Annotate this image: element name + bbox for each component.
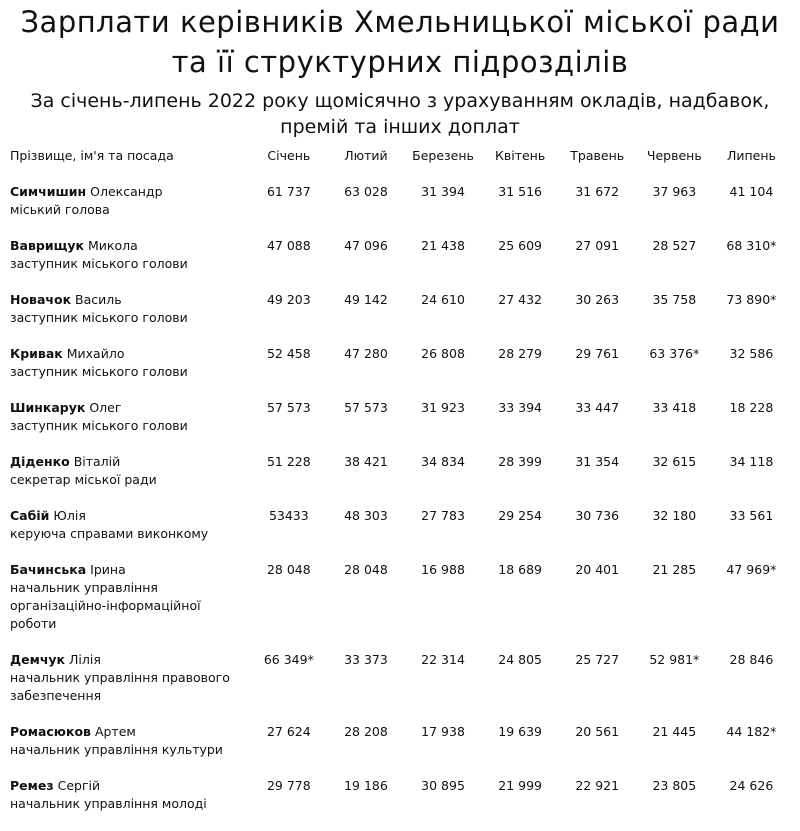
salary-cell: 49 142: [344, 292, 388, 307]
salary-cell: 21 438: [421, 238, 465, 253]
salary-cell: 20 561: [575, 724, 620, 739]
salary-cell: 24 805: [498, 652, 542, 667]
table-row: [10, 183, 790, 237]
surname: Симчишин: [10, 184, 87, 199]
salary-cell: 53433: [268, 508, 309, 523]
subtitle-line-1: За січень-липень 2022 року щомісячно з урахуванням окладів, надбавок,: [30, 90, 770, 112]
salary-cell: 57 573: [266, 400, 311, 415]
salary-cell: 48 303: [344, 508, 388, 523]
salary-cell: 33 394: [498, 400, 542, 415]
position: заступник міського голови: [10, 310, 188, 325]
salary-cell: 21 999: [498, 778, 542, 793]
header-row: [10, 146, 790, 183]
salary-cell: 33 373: [344, 652, 388, 667]
table-row: [10, 507, 790, 561]
table-row: [10, 723, 790, 777]
person-cell: [10, 291, 250, 345]
person-cell: [10, 399, 250, 453]
salary-table: [10, 146, 790, 831]
position: заступник міського голови: [10, 364, 188, 379]
title-line-1: Зарплати керівників Хмельницької міської ради: [20, 5, 780, 39]
first-name: Олександр: [90, 184, 163, 199]
salary-cell: 22 921: [575, 778, 620, 793]
salary-cell: 28 048: [266, 562, 311, 577]
salary-cell: 32 180: [652, 508, 697, 523]
salary-cell: 31 516: [498, 184, 542, 199]
salary-cell: 57 573: [344, 400, 388, 415]
header-month-january: Січень: [267, 148, 311, 163]
position: начальник управління правового забезпечення: [10, 670, 230, 703]
salary-cell: 37 963: [652, 184, 697, 199]
salary-cell: 30 263: [575, 292, 620, 307]
salary-cell: 17 938: [421, 724, 465, 739]
surname: Ваврищук: [10, 238, 85, 253]
position: заступник міського голови: [10, 256, 188, 271]
position: начальник управління організаційно-інформаційної роботи: [10, 580, 201, 631]
surname: Кривак: [10, 346, 63, 361]
salary-cell: 29 761: [575, 346, 620, 361]
person-cell: [10, 237, 250, 291]
salary-cell: 26 808: [421, 346, 465, 361]
salary-cell: 47 969*: [726, 562, 777, 577]
salary-cell: 44 182*: [726, 724, 777, 739]
salary-cell: 28 846: [729, 652, 774, 667]
salary-cell: 25 609: [498, 238, 542, 253]
table-row: [10, 561, 790, 651]
salary-cell: 19 186: [344, 778, 388, 793]
salary-cell: 47 088: [266, 238, 311, 253]
title-line-2: та її структурних підрозділів: [171, 45, 629, 79]
salary-cell: 21 285: [652, 562, 697, 577]
salary-cell: 49 203: [266, 292, 311, 307]
salary-cell: 32 586: [729, 346, 774, 361]
surname: Шинкарук: [10, 400, 86, 415]
surname: Ромасюков: [10, 724, 91, 739]
salary-cell: 30 736: [575, 508, 620, 523]
first-name: Ірина: [90, 562, 126, 577]
first-name: Олег: [89, 400, 122, 415]
salary-cell: 68 310*: [726, 238, 777, 253]
header-month-february: Лютий: [344, 148, 388, 163]
position: керуюча справами виконкому: [10, 526, 209, 541]
header-month-may: Травень: [570, 148, 625, 163]
person-cell: [10, 723, 250, 777]
salary-cell: 20 401: [575, 562, 620, 577]
table-row: [10, 777, 790, 831]
salary-cell: 28 208: [344, 724, 388, 739]
salary-cell: 28 048: [344, 562, 388, 577]
salary-cell: 29 778: [266, 778, 311, 793]
salary-cell: 27 783: [421, 508, 465, 523]
salary-cell: 32 615: [652, 454, 697, 469]
header-name: Прізвище, ім'я та посада: [10, 148, 174, 163]
person-cell: [10, 453, 250, 507]
salary-cell: 31 923: [421, 400, 465, 415]
salary-cell: 31 354: [575, 454, 620, 469]
salary-cell: 38 421: [344, 454, 388, 469]
salary-cell: 28 527: [652, 238, 697, 253]
salary-cell: 18 228: [729, 400, 774, 415]
salary-cell: 28 279: [498, 346, 542, 361]
header-month-july: Липень: [726, 148, 776, 163]
salary-cell: 73 890*: [726, 292, 777, 307]
position: начальник управління культури: [10, 742, 223, 757]
header-month-june: Червень: [646, 148, 702, 163]
salary-cell: 27 432: [498, 292, 542, 307]
surname: Ремез: [10, 778, 54, 793]
page: [0, 2, 800, 821]
salary-cell: 34 834: [421, 454, 465, 469]
header-month-march: Березень: [412, 148, 474, 163]
salary-cell: 18 689: [498, 562, 542, 577]
salary-cell: 30 895: [421, 778, 465, 793]
salary-cell: 33 418: [652, 400, 697, 415]
salary-cell: 27 624: [266, 724, 311, 739]
salary-cell: 31 394: [421, 184, 465, 199]
person-cell: [10, 183, 250, 237]
salary-cell: 66 349*: [263, 652, 314, 667]
first-name: Юлія: [53, 508, 86, 523]
salary-cell: 22 314: [421, 652, 465, 667]
position: міський голова: [10, 202, 110, 217]
position: начальник управління молоді: [10, 796, 207, 811]
salary-cell: 41 104: [729, 184, 774, 199]
table-row: [10, 291, 790, 345]
surname: Новачок: [10, 292, 72, 307]
salary-cell: 19 639: [498, 724, 542, 739]
salary-cell: 33 561: [729, 508, 774, 523]
table-row: [10, 345, 790, 399]
table-row: [10, 399, 790, 453]
salary-cell: 31 672: [575, 184, 620, 199]
person-cell: [10, 777, 250, 831]
table-row: [10, 651, 790, 723]
surname: Бачинська: [10, 562, 87, 577]
salary-cell: 21 445: [652, 724, 697, 739]
salary-cell: 25 727: [575, 652, 620, 667]
first-name: Сергій: [57, 778, 101, 793]
first-name: Лілія: [69, 652, 101, 667]
surname: Демчук: [10, 652, 66, 667]
person-cell: [10, 345, 250, 399]
first-name: Артем: [94, 724, 136, 739]
table-body: [10, 183, 790, 831]
salary-cell: 63 376*: [649, 346, 700, 361]
salary-cell: 52 981*: [649, 652, 700, 667]
salary-cell: 35 758: [652, 292, 697, 307]
person-cell: [10, 507, 250, 561]
table-row: [10, 237, 790, 291]
salary-cell: 28 399: [498, 454, 542, 469]
first-name: Василь: [75, 292, 122, 307]
salary-cell: 61 737: [266, 184, 311, 199]
salary-cell: 23 805: [652, 778, 697, 793]
subtitle: [10, 88, 790, 140]
first-name: Микола: [88, 238, 138, 253]
salary-cell: 24 626: [729, 778, 774, 793]
first-name: Віталій: [73, 454, 121, 469]
position: заступник міського голови: [10, 418, 188, 433]
surname: Сабій: [10, 508, 50, 523]
subtitle-line-2: премій та інших доплат: [280, 116, 520, 138]
salary-cell: 52 458: [266, 346, 311, 361]
salary-cell: 29 254: [498, 508, 542, 523]
salary-cell: 47 096: [344, 238, 388, 253]
salary-cell: 51 228: [266, 454, 311, 469]
salary-cell: 47 280: [344, 346, 388, 361]
salary-cell: 33 447: [575, 400, 620, 415]
person-cell: [10, 561, 250, 651]
salary-cell: 24 610: [421, 292, 465, 307]
salary-cell: 63 028: [344, 184, 388, 199]
salary-cell: 27 091: [575, 238, 620, 253]
table-row: [10, 453, 790, 507]
salary-cell: 16 988: [421, 562, 465, 577]
salary-cell: 34 118: [729, 454, 774, 469]
surname: Діденко: [10, 454, 70, 469]
position: секретар міської ради: [10, 472, 157, 487]
header-month-april: Квітень: [495, 148, 546, 163]
first-name: Михайло: [66, 346, 125, 361]
person-cell: [10, 651, 250, 723]
